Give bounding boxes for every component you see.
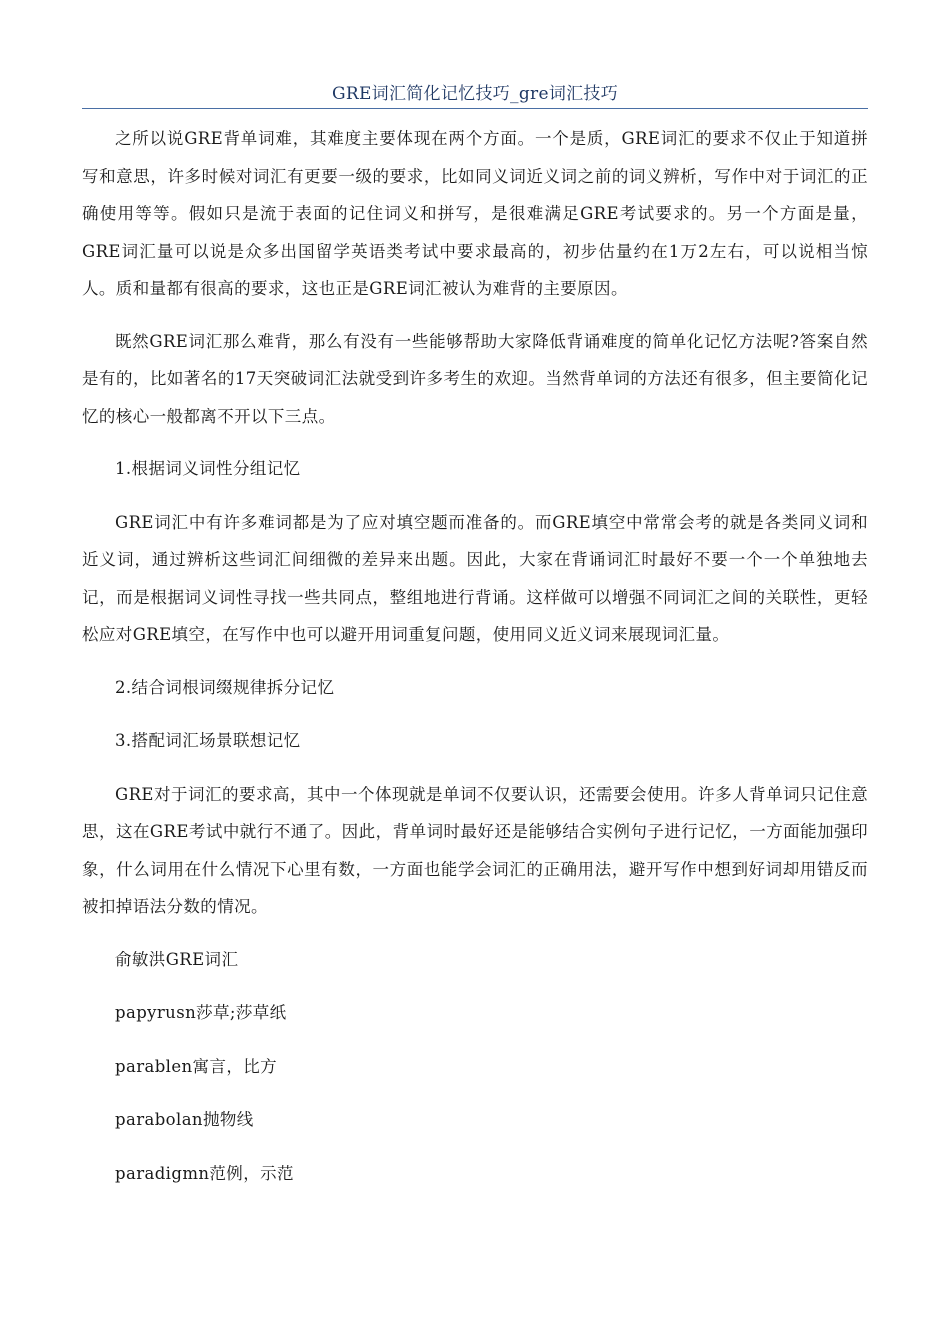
paragraph-methods-intro: 既然GRE词汇那么难背，那么有没有一些能够帮助大家降低背诵难度的简单化记忆方法呢?答案自然是有的，比如著名的17天突破词汇法就受到许多考生的欢迎。当然背单词的方法还有很多，但主要简化记忆的核心一般都离不开以下三点。 [82, 331, 868, 426]
spacer [82, 654, 868, 669]
spacer [82, 308, 868, 323]
page-title: GRE词汇简化记忆技巧_gre词汇技巧 [331, 84, 619, 104]
method-heading-3: 3.搭配词汇场景联想记忆 [115, 731, 301, 750]
vocab-entry: paradigmn范例，示范 [115, 1163, 294, 1183]
vocab-entry: parabolan抛物线 [115, 1110, 254, 1129]
method-heading-2: 2.结合词根词缀规律拆分记忆 [115, 677, 335, 697]
spacer [82, 706, 868, 722]
header-divider [82, 108, 868, 109]
spacer [82, 435, 868, 450]
paragraph-difficulty: 之所以说GRE背单词难，其难度主要体现在两个方面。一个是质，GRE词汇的要求不仅止于知道拼写和意思，许多时候对词汇有更要一级的要求，比如同义词近义词之前的词义辨析，写作中对于词汇的正确使用等等。假如只是流于表面的记住词义和拼写，是很难满足GRE考试要求的。另一个方面是量，GRE词汇量可以说是众多出国留学英语类考试中要求最高的，初步估量约在1万2左右，可以说相当惊人。质和量都有很高的要求，这也正是GRE词汇被认为难背的主要原因。 [82, 129, 868, 298]
paragraph-method-1: GRE词汇中有许多难词都是为了应对填空题而准备的。而GRE填空中常常会考的就是各类同义词和近义词，通过辨析这些词汇间细微的差异来出题。因此，大家在背诵词汇时最好不要一个一个单独地去记，而是根据词义词性寻找一些共同点，整组地进行背诵。这样做可以增强不同词汇之间的关联性，更轻松应对GRE填空，在写作中也可以避开用词重复问题，使用同义近义词来展现词汇量。 [82, 512, 868, 644]
vocab-heading: 俞敏洪GRE词汇 [115, 949, 239, 969]
spacer [82, 926, 868, 941]
paragraph-method-3: GRE对于词汇的要求高，其中一个体现就是单词不仅要认识，还需要会使用。许多人背单词只记住意思，这在GRE考试中就行不通了。因此，背单词时最好还是能够结合实例句子进行记忆，一方面能加强印象，什么词用在什么情况下心里有数，一方面也能学会词汇的正确用法，避开写作中想到好词却用错反而被扣掉语法分数的情况。 [82, 784, 868, 916]
document-body [82, 120, 868, 1192]
spacer [82, 1139, 868, 1155]
spacer [82, 488, 868, 504]
spacer [82, 760, 868, 776]
vocab-entry: parablen寓言，比方 [115, 1056, 278, 1076]
spacer [82, 1085, 868, 1101]
method-heading-1: 1.根据词义词性分组记忆 [115, 459, 301, 478]
vocab-entry: papyrusn莎草;莎草纸 [115, 1003, 287, 1022]
spacer [82, 1032, 868, 1048]
spacer [82, 978, 868, 994]
